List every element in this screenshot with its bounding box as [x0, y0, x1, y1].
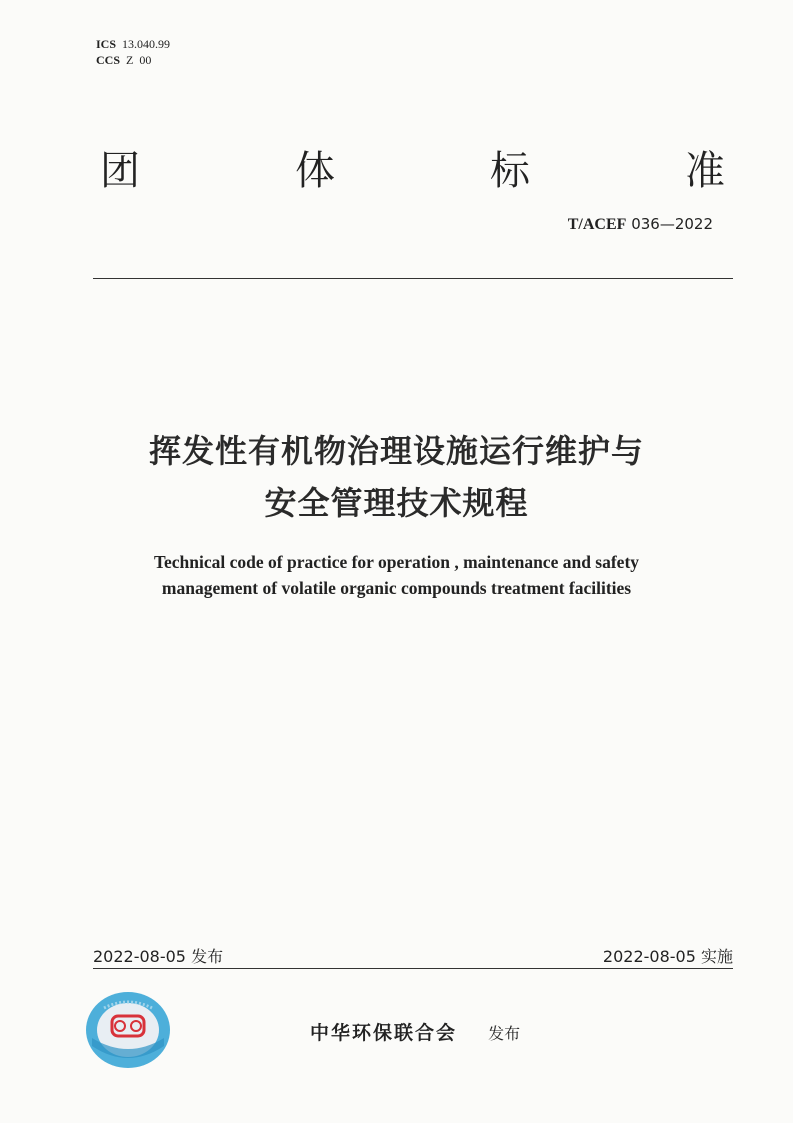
- standard-type-char: 准: [685, 148, 725, 194]
- publisher-organization: 中华环保联合会: [310, 1022, 458, 1044]
- english-title-line-1: Technical code of practice for operation , maintenance and safety: [153, 552, 640, 572]
- standard-number-prefix: T/ACEF: [567, 216, 627, 233]
- chinese-title-line-1: 挥发性有机物治理设施运行维护与: [148, 432, 644, 470]
- implementation-date: 2022-08-05 实施: [602, 947, 733, 966]
- publish-date: 2022-08-05 发布: [93, 947, 224, 966]
- standard-type-heading: [100, 146, 725, 196]
- publisher-line: [310, 1018, 520, 1045]
- standard-number: [568, 215, 713, 234]
- footer-divider: [93, 968, 733, 969]
- certification-seal-icon: [84, 990, 172, 1070]
- publisher-action: 发布: [488, 1024, 521, 1043]
- standard-number-value: 036—2022: [631, 215, 713, 233]
- standard-type-char: 标: [490, 148, 530, 194]
- ccs-code: CCS Z 00: [96, 53, 152, 67]
- english-title-line-2: management of volatile organic compounds treatment facilities: [161, 578, 632, 598]
- ics-code: ICS 13.040.99: [96, 37, 171, 51]
- standard-type-char: 体: [295, 148, 335, 194]
- header-divider: [93, 278, 733, 279]
- standard-type-char: 团: [100, 148, 140, 194]
- classification-codes: [96, 36, 170, 68]
- chinese-title-line-2: 安全管理技术规程: [264, 484, 529, 522]
